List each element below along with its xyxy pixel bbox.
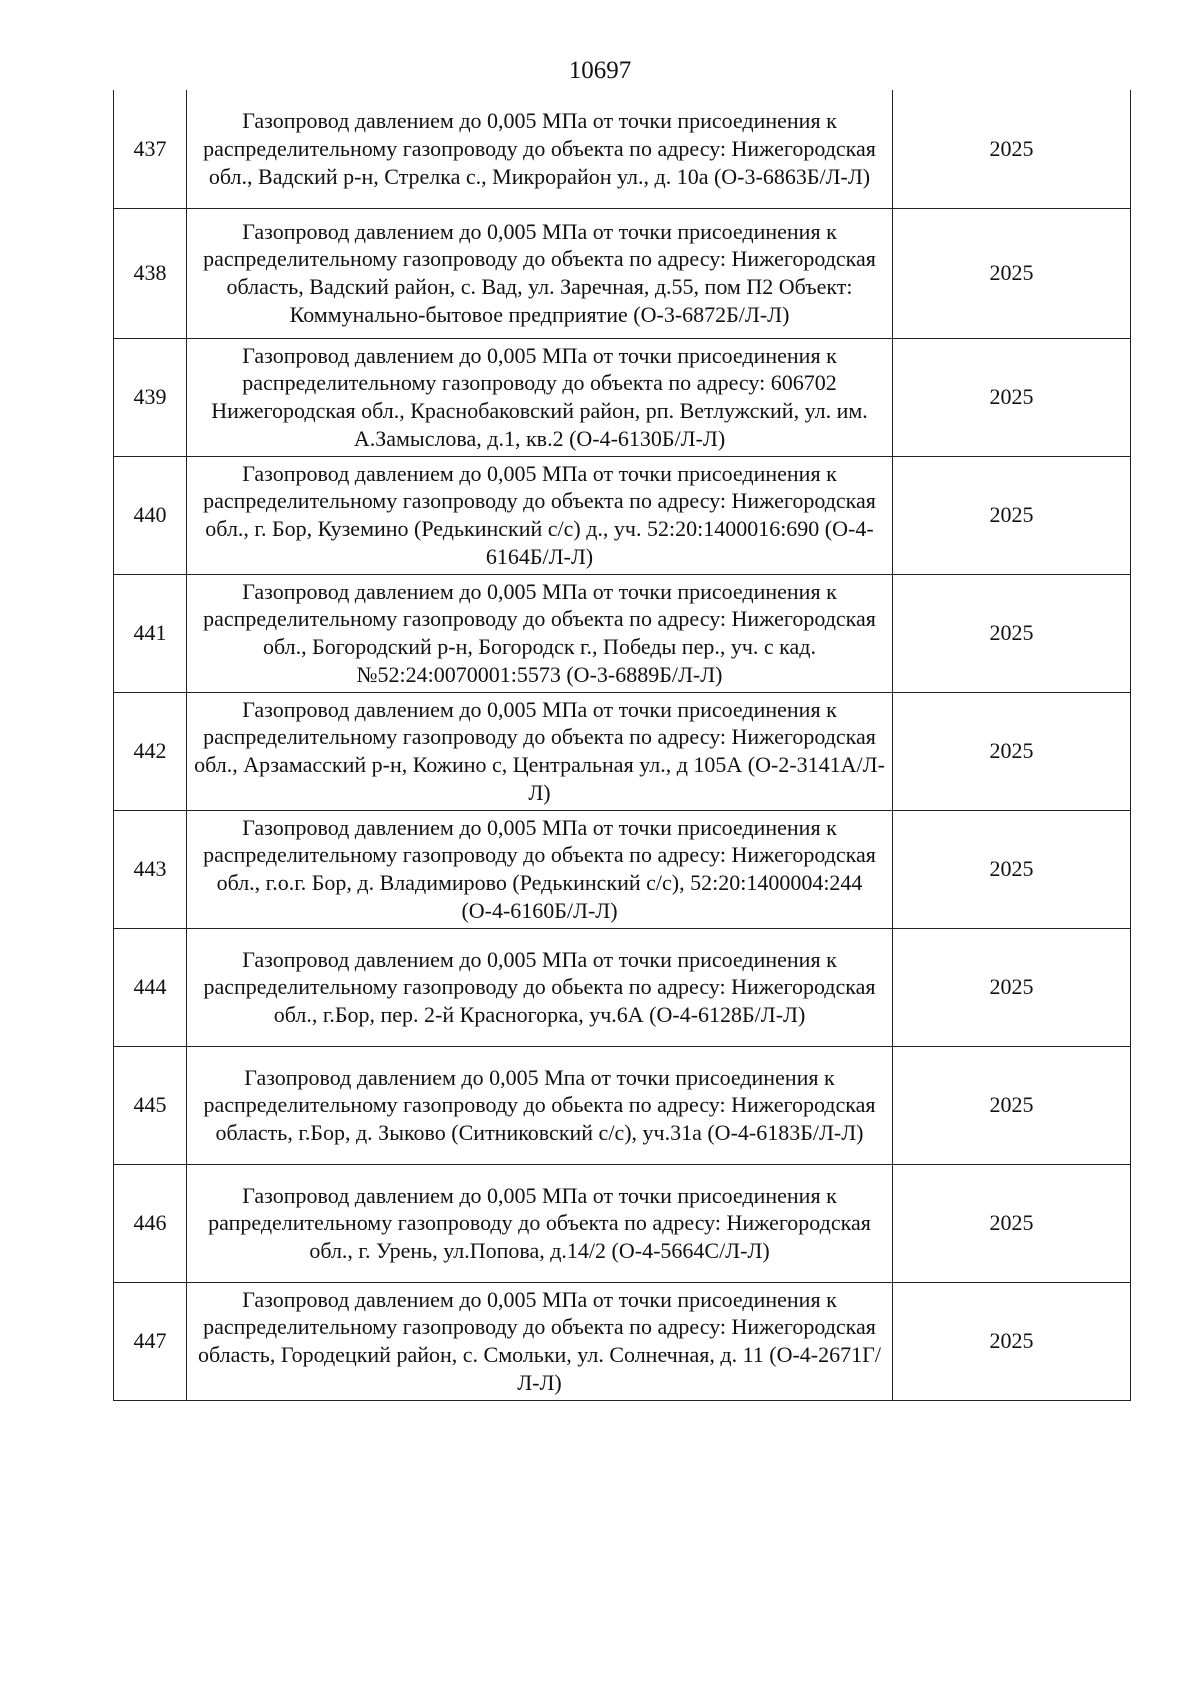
registry-table — [113, 90, 1131, 1401]
row-number: 441 — [114, 574, 187, 692]
year-cell: 2025 — [893, 90, 1131, 208]
object-description: Газопровод давлением до 0,005 Мпа от точки присоединения к распределительному газопроводу до обьекта по адресу: Нижегородская область, г.Бор, д. Зыково (Ситниковский с/с), уч.31а (О-4-6183Б/Л-Л) — [187, 1046, 893, 1164]
row-number: 446 — [114, 1164, 187, 1282]
object-description: Газопровод давлением до 0,005 МПа от точки присоединения к распределительному газопроводу до объекта по адресу: Нижегородская область, Городецкий район, с. Смольки, ул. Солнечная, д. 11 (О-4-2671Г/Л-Л) — [187, 1282, 893, 1400]
table-row — [114, 208, 1131, 338]
table-row — [114, 338, 1131, 456]
year-cell: 2025 — [893, 1164, 1131, 1282]
row-number: 439 — [114, 338, 187, 456]
table-row — [114, 692, 1131, 810]
row-number: 445 — [114, 1046, 187, 1164]
year-cell: 2025 — [893, 1046, 1131, 1164]
year-cell: 2025 — [893, 574, 1131, 692]
table-row — [114, 810, 1131, 928]
row-number: 443 — [114, 810, 187, 928]
object-description: Газопровод давлением до 0,005 МПа от точки присоединения к распределительному газопроводу до объекта по адресу: Нижегородская обл., Вадский р-н, Стрелка с., Микрорайон ул., д. 10а (О-3-6863Б/Л-Л) — [187, 90, 893, 208]
row-number: 440 — [114, 456, 187, 574]
year-cell: 2025 — [893, 810, 1131, 928]
year-cell: 2025 — [893, 338, 1131, 456]
table-row — [114, 1046, 1131, 1164]
year-cell: 2025 — [893, 692, 1131, 810]
row-number: 444 — [114, 928, 187, 1046]
year-cell: 2025 — [893, 456, 1131, 574]
object-description: Газопровод давлением до 0,005 МПа от точки присоединения к распределительному газопроводу до объекта по адресу: Нижегородская обл., Богородский р-н, Богородск г., Победы пер., уч. с кад. №52:24:0070001:5573 (О-3-6889Б/Л-Л) — [187, 574, 893, 692]
row-number: 447 — [114, 1282, 187, 1400]
table-row — [114, 574, 1131, 692]
row-number: 438 — [114, 208, 187, 338]
page-number: 10697 — [568, 57, 632, 84]
row-number: 442 — [114, 692, 187, 810]
object-description: Газопровод давлением до 0,005 МПа от точки присоединения к распределительному газопроводу до объекта по адресу: Нижегородская обл., Арзамасский р-н, Кожино с, Центральная ул., д 105А (О-2-3141А/Л-Л) — [187, 692, 893, 810]
object-description: Газопровод давлением до 0,005 МПа от точки присоединения к рапределительному газопроводу до объекта по адресу: Нижегородская обл., г. Урень, ул.Попова, д.14/2 (О-4-5664С/Л-Л) — [187, 1164, 893, 1282]
table-row — [114, 1282, 1131, 1400]
table-row — [114, 1164, 1131, 1282]
object-description: Газопровод давлением до 0,005 МПа от точки присоединения к распределительному газопроводу до объекта по адресу: Нижегородская область, Вадский район, с. Вад, ул. Заречная, д.55, пом П2 Объект: Коммунально-бытовое предприятие (О-3-6872Б/Л-Л) — [187, 208, 893, 338]
table-row — [114, 90, 1131, 208]
year-cell: 2025 — [893, 208, 1131, 338]
object-description: Газопровод давлением до 0,005 МПа от точки присоединения к распределительному газопроводу до объекта по адресу: 606702 Нижегородская обл., Краснобаковский район, рп. Ветлужский, ул. им. А.Замыслова, д.1, кв.2 (О-4-6130Б/Л-Л) — [187, 338, 893, 456]
table-row — [114, 928, 1131, 1046]
row-number: 437 — [114, 90, 187, 208]
table-row — [114, 456, 1131, 574]
object-description: Газопровод давлением до 0,005 МПа от точки присоединения к распределительному газопроводу до объекта по адресу: Нижегородская обл., г.о.г. Бор, д. Владимирово (Редькинский с/с), 52:20:1400004:244 (О-4-6160Б/Л-Л) — [187, 810, 893, 928]
year-cell: 2025 — [893, 1282, 1131, 1400]
object-description: Газопровод давлением до 0,005 МПа от точки присоединения к распределительному газопроводу до обьекта по адресу: Нижегородская обл., г.Бор, пер. 2-й Красногорка, уч.6А (О-4-6128Б/Л-Л) — [187, 928, 893, 1046]
object-description: Газопровод давлением до 0,005 МПа от точки присоединения к распределительному газопроводу до объекта по адресу: Нижегородская обл., г. Бор, Куземино (Редькинский с/с) д., уч. 52:20:1400016:690 (О-4-6164Б/Л-Л) — [187, 456, 893, 574]
year-cell: 2025 — [893, 928, 1131, 1046]
